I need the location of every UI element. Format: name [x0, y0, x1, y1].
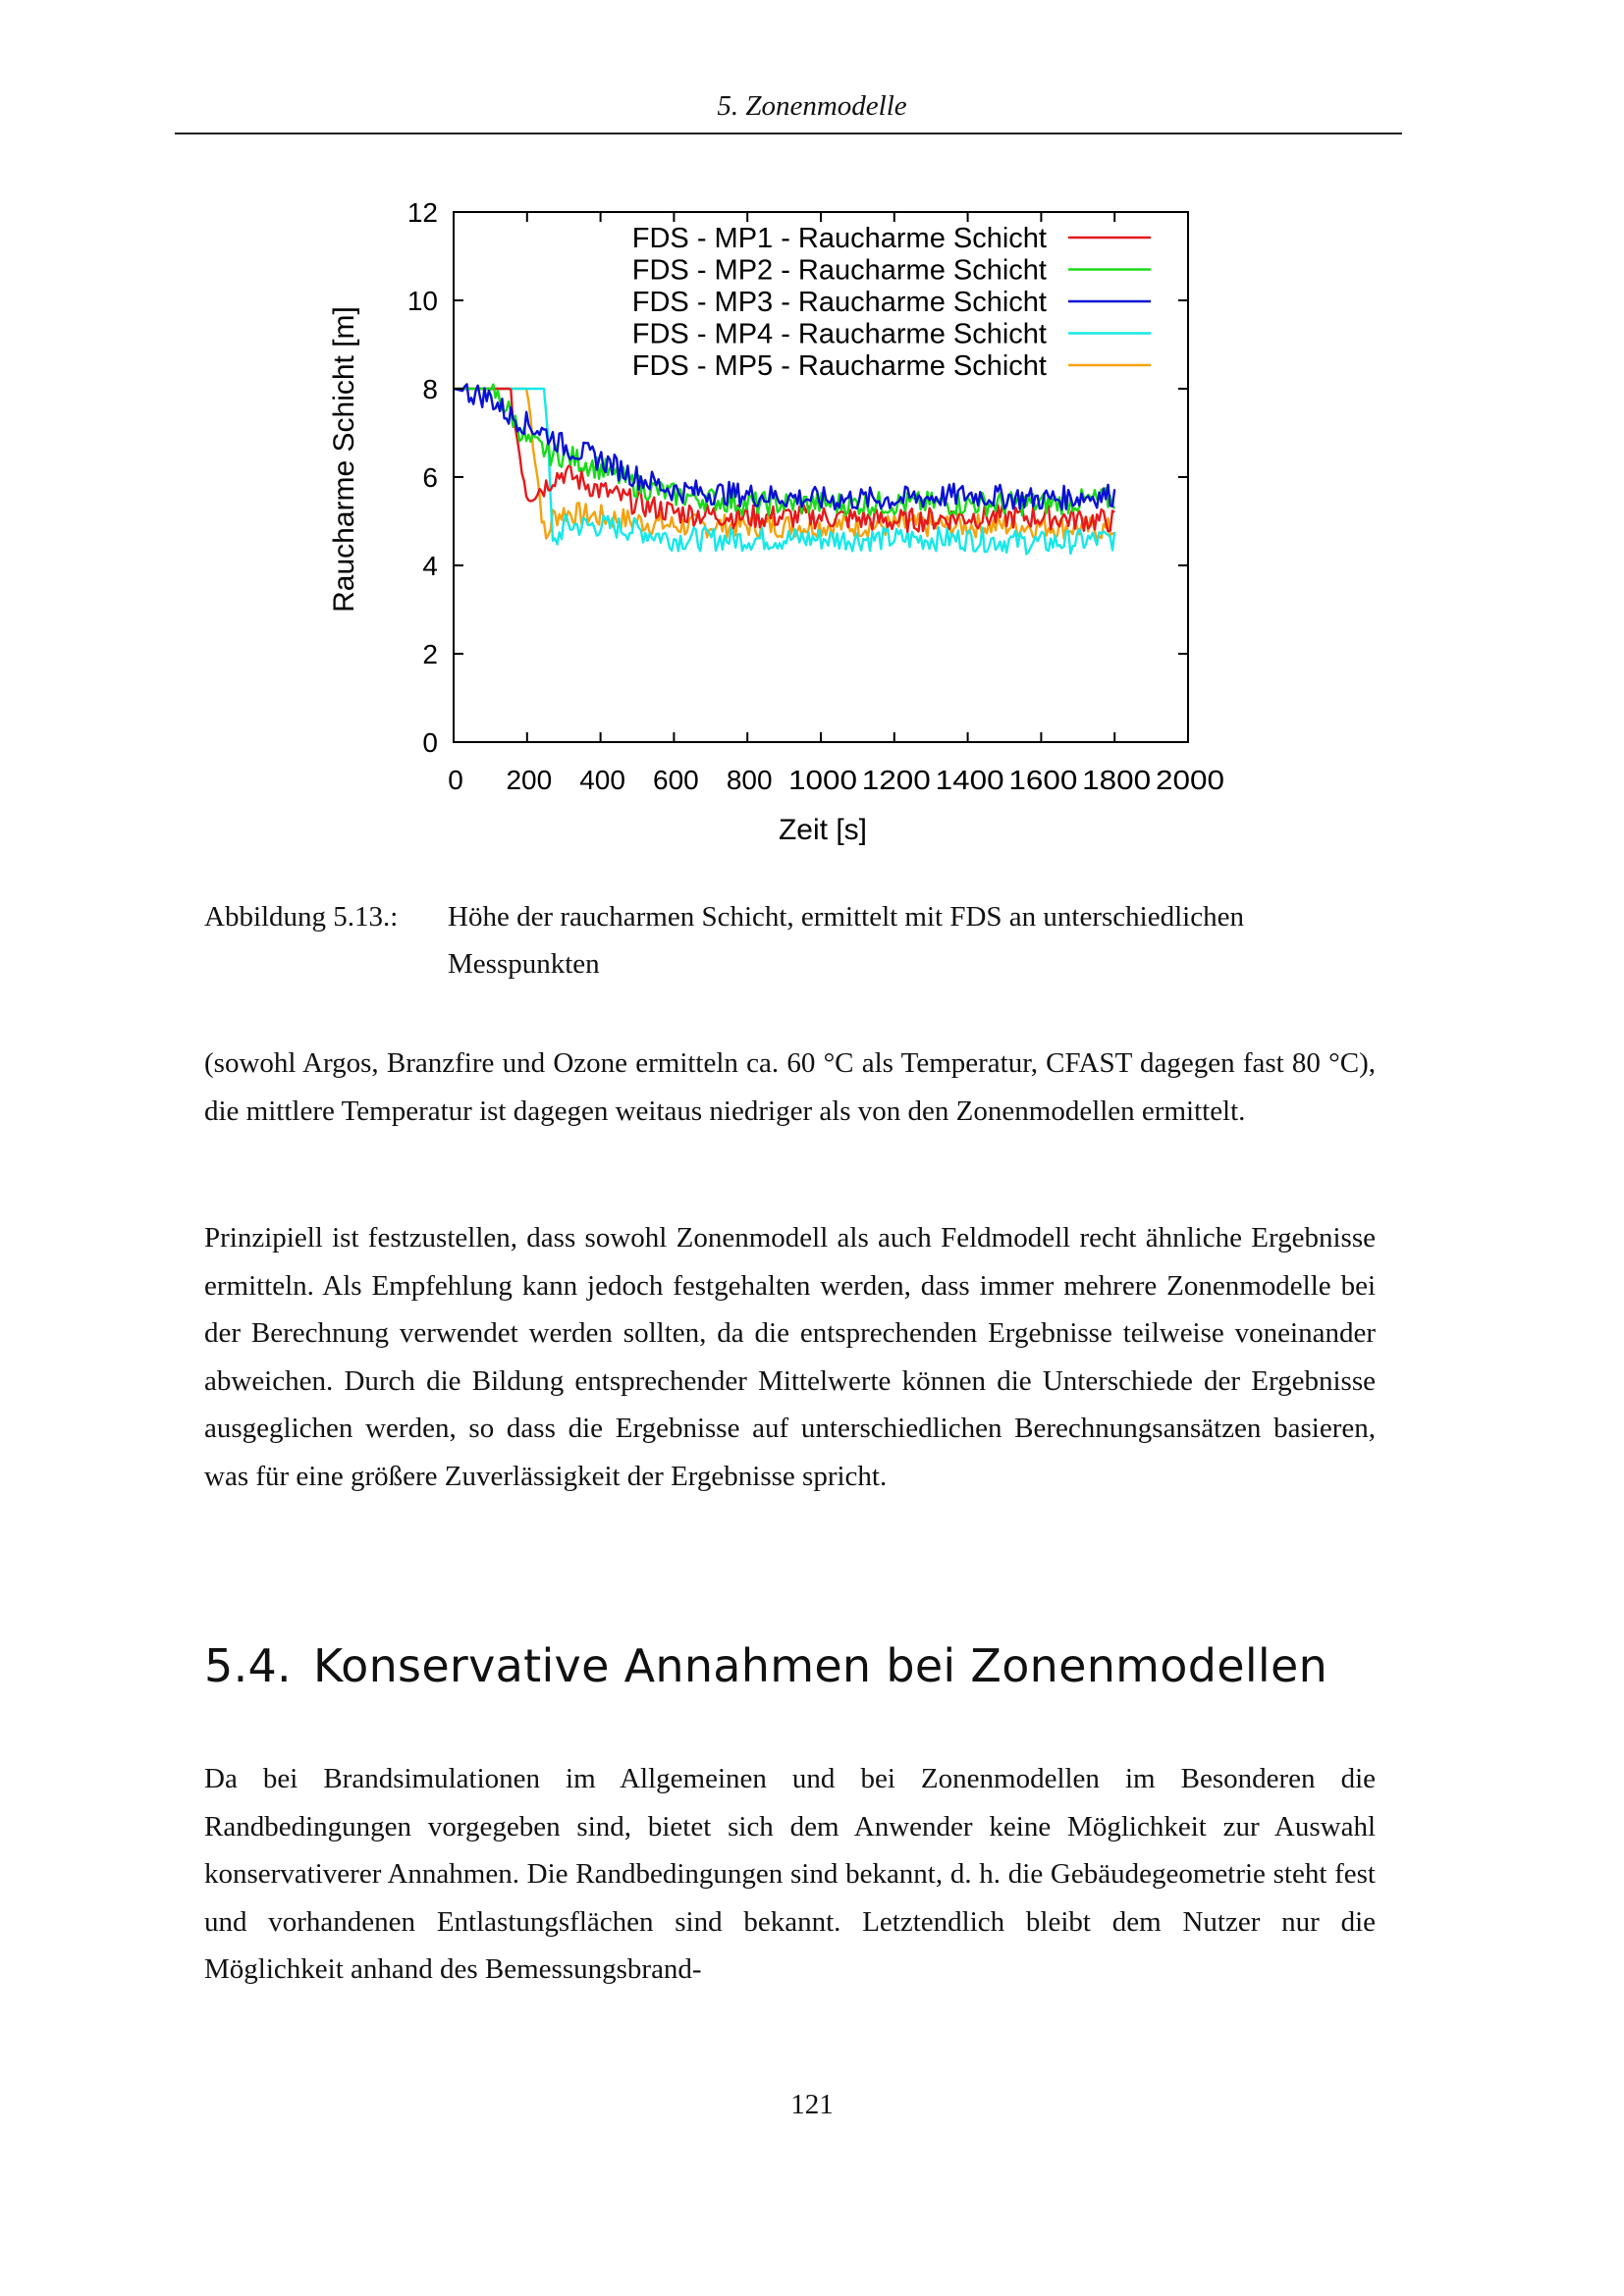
section-number: 5.4.	[204, 1639, 292, 1692]
y-tick-label: 6	[422, 462, 438, 493]
line-chart	[295, 187, 1237, 864]
y-tick-label: 12	[406, 197, 438, 228]
y-tick-label: 4	[422, 551, 438, 581]
caption-label: Abbildung 5.13.:	[204, 901, 399, 933]
paragraph-2: Prinzipiell ist festzustellen, dass sowohl Zonenmodell als auch Feldmodell recht ähnliche Ergebnisse ermitteln. Als Empfehlung kann jedoch festgehalten werden, dass immer mehrere Zonenmodelle bei der Berechnung verwendet werden sollten, da die entsprechenden Ergebnisse teilweise voneinander abweichen. Durch die Bildung entsprechender Mittelwerte können die Unterschiede der Ergebnisse ausgeglichen werden, so dass die Ergebnisse auf unterschiedlichen Berechnungsansätzen basieren, was für eine größere Zuverlässigkeit der Ergebnisse spricht.	[204, 1222, 1376, 1492]
x-tick-label: 1000	[788, 765, 857, 795]
x-tick-label: 1800	[1082, 765, 1152, 795]
y-tick-label: 0	[422, 727, 438, 758]
figure-chart	[295, 187, 1237, 864]
x-tick-label: 200	[506, 765, 553, 795]
legend-label: FDS - MP4 - Raucharme Schicht	[631, 318, 1047, 350]
caption-text: Höhe der raucharmen Schicht, ermittelt mit FDS an unterschiedlichen Messpunkten	[448, 901, 1244, 980]
x-tick-label: 2000	[1156, 765, 1224, 795]
section-heading	[204, 1639, 1327, 1692]
x-axis-label: Zeit [s]	[778, 814, 868, 846]
running-header: 5. Zonenmodelle	[717, 90, 907, 122]
y-tick-label: 2	[422, 639, 438, 669]
paragraph-1: (sowohl Argos, Branzfire und Ozone ermitteln ca. 60 °C als Temperatur, CFAST dagegen fast 80 °C), die mittlere Temperatur ist dagegen weitaus niedriger als von den Zonenmodellen ermittelt.	[204, 1047, 1376, 1127]
section-title: Konservative Annahmen bei Zonenmodellen	[312, 1639, 1328, 1692]
x-tick-label: 1600	[1008, 765, 1078, 795]
x-tick-label: 400	[579, 765, 625, 795]
x-tick-label: 1200	[861, 765, 931, 795]
legend-label: FDS - MP5 - Raucharme Schicht	[631, 350, 1047, 382]
header-rule	[175, 133, 1402, 134]
legend-label: FDS - MP3 - Raucharme Schicht	[631, 287, 1047, 318]
x-tick-label: 1400	[935, 765, 1004, 795]
x-tick-label: 800	[726, 765, 773, 795]
page-number: 121	[790, 2089, 834, 2120]
legend-label: FDS - MP1 - Raucharme Schicht	[631, 223, 1047, 254]
series-line-3	[454, 384, 1114, 509]
y-tick-label: 10	[406, 286, 438, 316]
y-axis-label: Raucharme Schicht [m]	[328, 306, 360, 613]
x-tick-label: 0	[448, 765, 463, 795]
x-tick-label: 600	[653, 765, 699, 795]
paragraph-3: Da bei Brandsimulationen im Allgemeinen und bei Zonenmodellen im Besonderen die Randbedingungen vorgegeben sind, bietet sich dem Anwender keine Möglichkeit zur Auswahl konservativerer Annahmen. Die Randbedingungen sind bekannt, d. h. die Gebäudegeometrie steht fest und vorhandenen Entlastungsflächen sind bekannt. Letztendlich bleibt dem Nutzer nur die Möglichkeit anhand des Bemessungsbrand-	[204, 1763, 1376, 1985]
y-tick-label: 8	[422, 374, 438, 404]
legend-label: FDS - MP2 - Raucharme Schicht	[631, 254, 1047, 287]
